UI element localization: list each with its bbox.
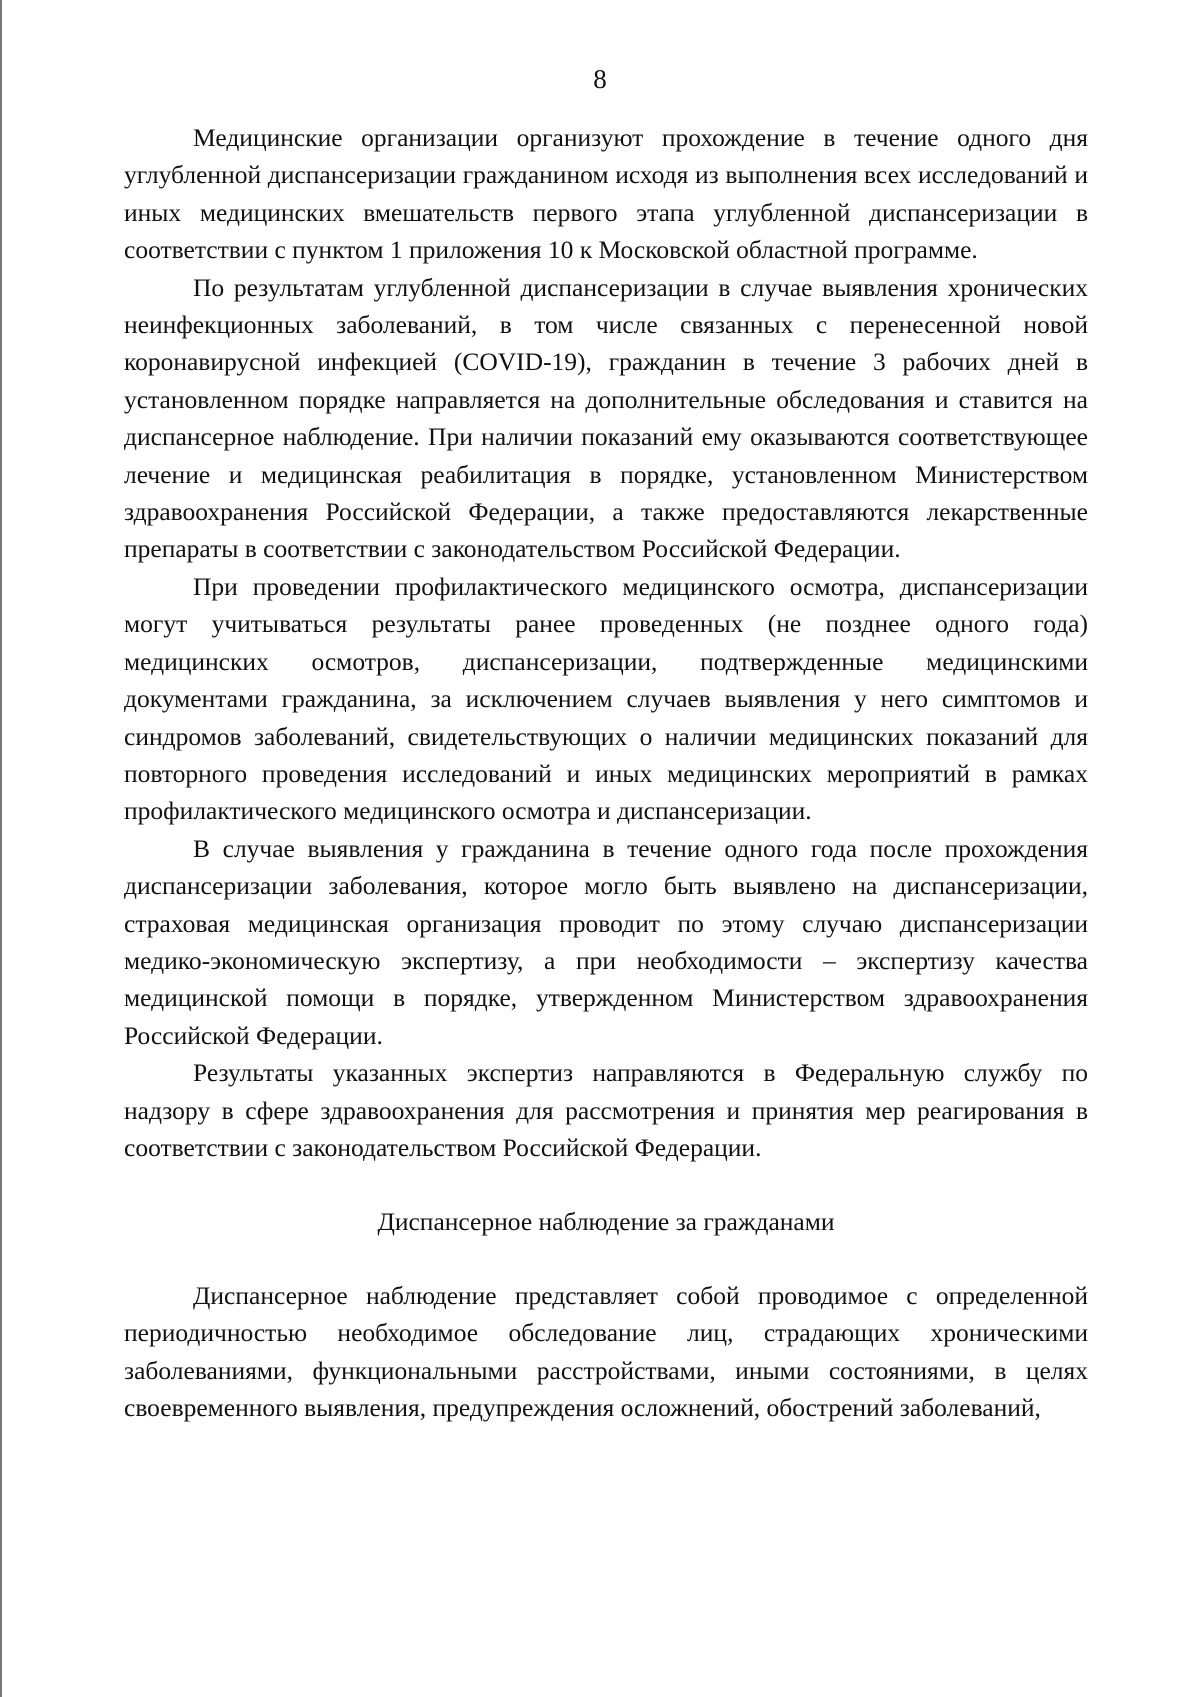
paragraph-3: При проведении профилактического медицинского осмотра, диспансеризации могут учитываться результаты ранее проведенных (не позднее одного года) медицинских осмотров, диспансеризации, подтвержденные медицинскими документами гражданина, за исключением случаев выявления у него симптомов и синдромов заболеваний, свидетельствующих о наличии медицинских показаний для повторного проведения исследований и иных медицинских мероприятий в рамках профилактического медицинского осмотра и диспансеризации. <box>124 571 1088 826</box>
paragraph-1: Медицинские организации организуют прохождение в течение одного дня углубленной диспансеризации гражданином исходя из выполнения всех исследований и иных медицинских вмешательств первого этапа углубленной диспансеризации в соответствии с пунктом 1 приложения 10 к Московской областной программе. <box>124 123 1088 265</box>
scan-edge-line <box>0 0 2 1697</box>
paragraph-4: В случае выявления у гражданина в течение одного года после прохождения диспансеризации заболевания, которое могло быть выявлено на диспансеризации, страховая медицинская организация проводит по этому случаю диспансеризации медико-экономическую экспертизу, а при необходимости – экспертизу качества медицинской помощи в порядке, утвержденном Министерством здравоохранения Российской Федерации. <box>124 833 1088 1050</box>
paragraph-5: Результаты указанных экспертиз направляются в Федеральную службу по надзору в сфере здравоохранения для рассмотрения и принятия мер реагирования в соответствии с законодательством Российской Федерации. <box>124 1058 1088 1162</box>
paragraph-6: Диспансерное наблюдение представляет собой проводимое с определенной периодичностью необходимое обследование лиц, страдающих хроническими заболеваниями, функциональными расстройствами, иными состояниями, в целях своевременного выявления, предупреждения осложнений, обострений заболеваний, <box>124 1280 1088 1422</box>
paragraph-2: По результатам углубленной диспансеризации в случае выявления хронических неинфекционных заболеваний, в том числе связанных с перенесенной новой коронавирусной инфекцией (COVID-19), гражданин в течение 3 рабочих дней в установленном порядке направляется на дополнительные обследования и ставится на диспансерное наблюдение. При наличии показаний ему оказываются соответствующее лечение и медицинская реабилитация в порядке, установленном Министерством здравоохранения Российской Федерации, а также предоставляются лекарственные препараты в соответствии с законодательством Российской Федерации. <box>124 272 1088 564</box>
page-number: 8 <box>593 64 607 94</box>
section-heading: Диспансерное наблюдение за гражданами <box>377 1207 835 1237</box>
document-body <box>124 119 1088 1426</box>
